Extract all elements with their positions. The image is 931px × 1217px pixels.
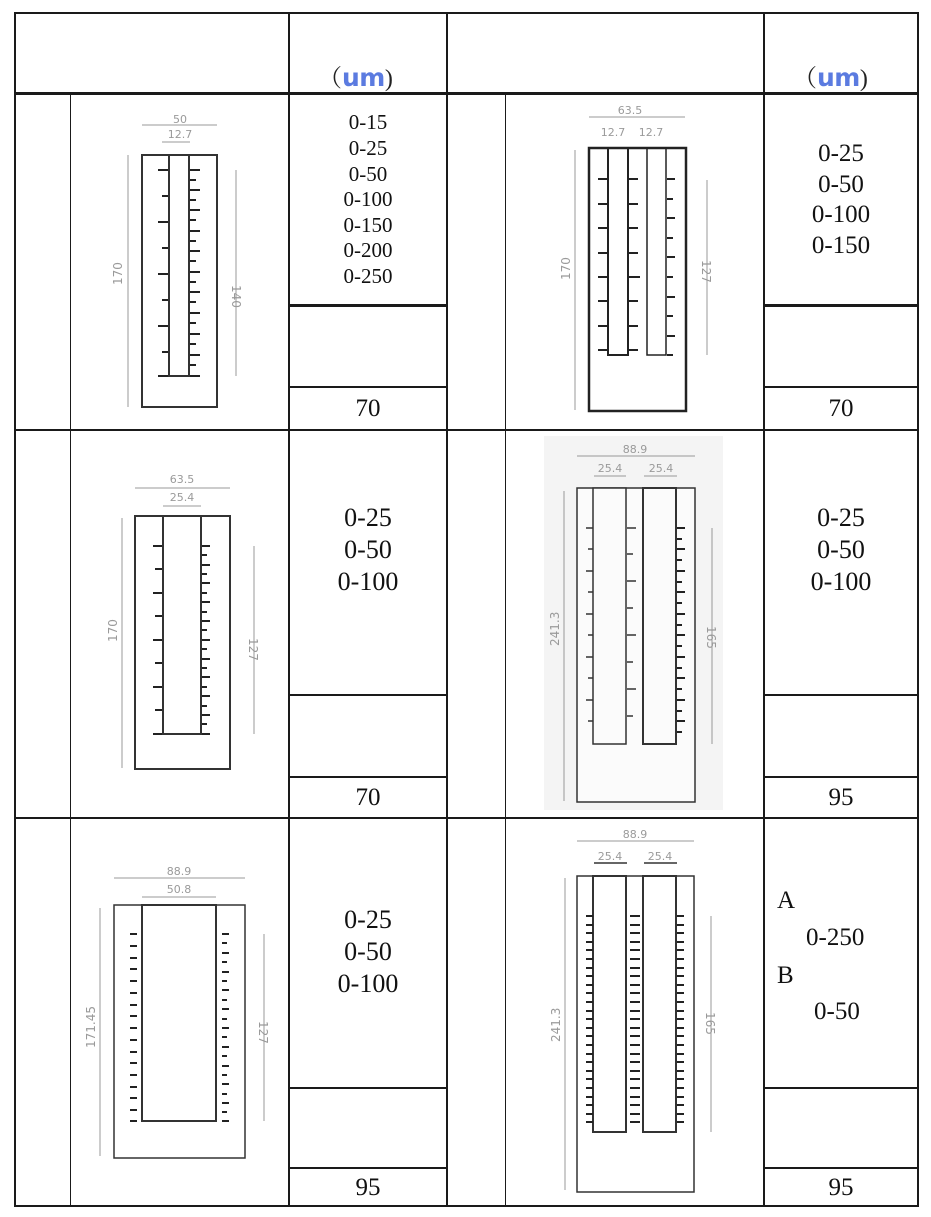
dim-width-slot: 25.4 [169, 491, 195, 504]
value-text: 70 [828, 394, 854, 422]
dim-width-total: 50 [173, 113, 187, 126]
dim-height-total: 170 [111, 262, 125, 285]
value-r1-right [765, 388, 917, 429]
dim-height-total: 241.3 [549, 1007, 563, 1042]
col-divider-d [505, 93, 506, 1206]
value-r3-right [765, 1169, 917, 1206]
subrow-divider [764, 694, 918, 696]
dim-width-slot-1: 12.7 [600, 126, 626, 139]
value-text: 70 [355, 394, 381, 422]
table-border-left [14, 12, 16, 1207]
unit-paren-open: （ [318, 66, 342, 92]
table-border-right [917, 12, 919, 1207]
value-text: 95 [355, 1173, 381, 1201]
dim-width-slot: 50.8 [166, 883, 192, 896]
range-item: 0-25 [348, 135, 388, 160]
group-b-range: 0-50 [814, 998, 860, 1025]
ranges-r2-right [765, 470, 917, 630]
drawing-r1-right [555, 100, 735, 425]
range-item: 0-150 [811, 231, 871, 259]
group-b-label: B [777, 962, 794, 989]
ranges-r3-left [290, 872, 446, 1032]
subrow-divider [289, 694, 447, 696]
range-item: 0-150 [343, 212, 393, 237]
dim-width-slot-1: 25.4 [597, 850, 623, 863]
subrow-divider [289, 1087, 447, 1089]
dim-width-slot-1: 25.4 [597, 462, 623, 475]
dim-scale-length: 127 [246, 638, 260, 661]
unit-paren-open: （ [793, 66, 817, 92]
range-item: 0-50 [817, 535, 865, 565]
drawing-r2-left [100, 470, 270, 780]
range-item: 0-100 [343, 187, 393, 212]
groups-r3-right [765, 818, 917, 1086]
row-divider-1 [14, 429, 919, 431]
range-item: 0-25 [344, 503, 392, 533]
dim-height-total: 171.45 [85, 1006, 98, 1048]
value-text: 70 [355, 784, 381, 811]
dim-height-total: 170 [106, 619, 120, 642]
dim-height-total: 170 [559, 257, 573, 280]
dim-scale-length: 165 [703, 1012, 717, 1035]
dim-width-total: 88.9 [166, 865, 192, 878]
drawing-r3-left [85, 858, 275, 1173]
subrow-divider [764, 1087, 918, 1089]
range-item: 0-100 [337, 566, 399, 596]
unit-paren-close: ) [859, 66, 868, 92]
group-a-range: 0-250 [806, 924, 865, 951]
range-item: 0-25 [817, 503, 865, 533]
range-item: 0-200 [343, 238, 393, 263]
dim-height-total: 241.3 [548, 611, 562, 646]
range-item: 0-15 [348, 110, 388, 135]
value-text: 95 [828, 1173, 854, 1201]
value-r2-left [290, 778, 446, 818]
col-divider-a [70, 93, 71, 1206]
header-unit-right [793, 58, 868, 93]
value-text: 95 [828, 784, 854, 811]
dim-scale-length: 127 [256, 1021, 270, 1044]
unit-label: um [817, 63, 860, 92]
value-r1-left [290, 388, 446, 429]
drawing-r1-left [100, 110, 260, 420]
range-item: 0-100 [337, 968, 399, 998]
range-item: 0-50 [344, 937, 392, 967]
unit-label: um [342, 63, 385, 92]
table-border-top [14, 12, 919, 14]
dim-width-slot: 12.7 [167, 128, 193, 141]
range-item: 0-50 [818, 170, 864, 198]
col-divider-c [446, 12, 448, 1207]
ranges-r1-right [765, 95, 917, 305]
drawing-r2-right [544, 436, 723, 810]
dim-width-slot-2: 25.4 [648, 462, 674, 475]
range-item: 0-100 [810, 566, 872, 596]
range-item: 0-250 [343, 264, 393, 289]
drawing-r3-right [544, 822, 724, 1205]
range-item: 0-100 [811, 201, 871, 228]
dim-scale-length: 165 [704, 626, 718, 649]
value-r3-left [290, 1169, 446, 1206]
dim-width-total: 63.5 [169, 473, 195, 486]
dim-width-total: 63.5 [617, 104, 643, 117]
unit-paren-close: ) [384, 66, 393, 92]
dim-scale-length: 140 [229, 285, 243, 308]
value-r2-right [765, 778, 917, 818]
dim-width-slot-2: 25.4 [647, 850, 673, 863]
range-item: 0-25 [344, 905, 392, 935]
header-unit-left [318, 58, 393, 93]
group-a-label: A [777, 887, 796, 914]
ranges-r1-left [290, 95, 446, 305]
dim-width-total: 88.9 [622, 828, 648, 841]
dim-width-slot-2: 12.7 [638, 126, 664, 139]
dim-width-total: 88.9 [622, 443, 648, 456]
ranges-r2-left [290, 470, 446, 630]
range-item: 0-50 [344, 535, 392, 565]
dim-scale-length: 127 [699, 260, 713, 283]
range-item: 0-50 [348, 161, 388, 186]
range-item: 0-25 [818, 140, 864, 167]
